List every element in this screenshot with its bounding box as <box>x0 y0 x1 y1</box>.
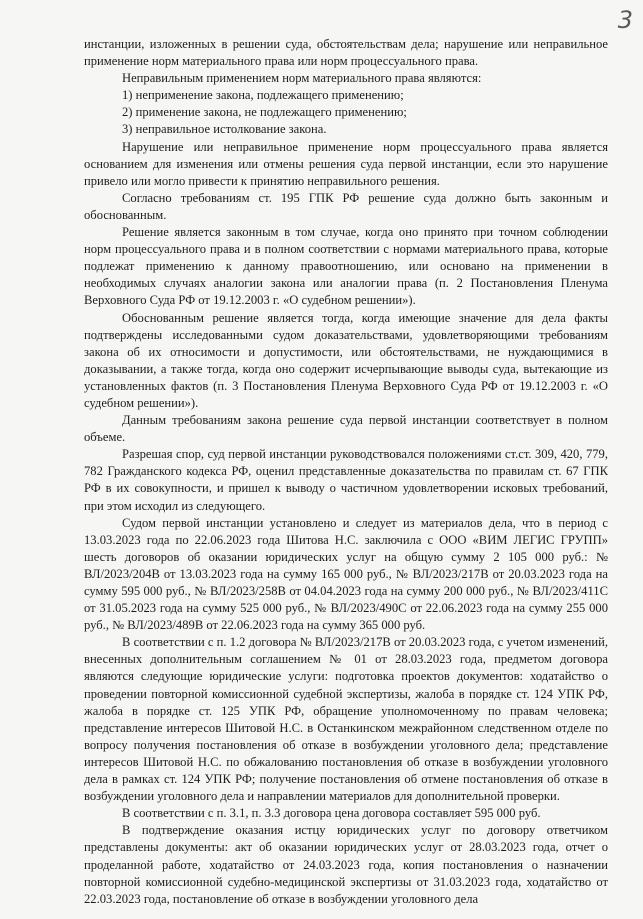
paragraph: Разрешая спор, суд первой инстанции руководствовался положениями ст.ст. 309, 420, 779, 782 Гражданского кодекса РФ, оценил представленные доказательства по правилам ст. 67 ГПК РФ в их совокупности, и пришел к выводу о частичном удовлетворении исковых требований, при этом исходил из следующего. <box>84 447 608 513</box>
list-item: 1) неприменение закона, подлежащего применению; <box>122 88 404 103</box>
paragraph: Неправильным применением норм материального права являются: <box>122 71 482 86</box>
paragraph: Нарушение или неправильное применение норм процессуального права является основанием для изменения или отмены решения суда первой инстанции, если это нарушение привело или могло привести к принятию неправильного решения. <box>84 139 608 188</box>
paragraph: В соответствии с п. 3.1, п. 3.3 договора цена договора составляет 595 000 руб. <box>122 806 541 821</box>
paragraph: Обоснованным решение является тогда, когда имеющие значение для дела факты подтверждены исследованными судом доказательствами, удовлетворяющими требованиям закона об их относимости и допустимости, или обстоятельствами, не нуждающимися в доказывании, а также тогда, когда оно содержит исчерпывающие выводы суда, вытекающие из установленных фактов (п. 3 Постановления Пленума Верховного Суда РФ от 19.12.2003 г. «О судебном решении»). <box>84 310 608 410</box>
paragraph: Судом первой инстанции установлено и следует из материалов дела, что в период с 13.03.2023 года по 22.06.2023 года Шитова Н.С. заключила с ООО «ВИМ ЛЕГИС ГРУПП» шесть договоров об оказании юридических услуг на общую сумму 2 105 000 руб.: № ВЛ/2023/204В от 13.03.2023 года на сумму 165 000 руб., № ВЛ/2023/217В от 20.03.2023 года на сумму 595 000 руб., № ВЛ/2023/258В от 04.04.2023 года на сумму 200 000 руб., № ВЛ/2023/411С от 31.05.2023 года на сумму 525 000 руб., № ВЛ/2023/490С от 22.06.2023 года на сумму 255 000 руб., № ВЛ/2023/489В от 22.06.2023 года на сумму 365 000 руб. <box>84 515 608 633</box>
paragraph: В подтверждение оказания истцу юридических услуг по договору ответчиком представлены документы: акт об оказании юридических услуг от 28.03.2023 года, отчет о проделанной работе, ходатайство от 24.03.2023 года, копия постановления о назначении повторной комиссионной судебно-медицинской экспертизы от 31.03.2023 года, ходатайство от 22.03.2023 года, постановление об отказе в возбуждении уголовного дела <box>84 823 608 906</box>
paragraph: инстанции, изложенных в решении суда, обстоятельствам дела; нарушение или неправильное применение норм материального права или норм процессуального права. <box>84 37 608 69</box>
paragraph: Решение является законным в том случае, когда оно принято при точном соблюдении норм процессуального права и в полном соответствии с нормами материального права, которые подлежат применению к данному правоотношению, или основано на применении в необходимых случаях аналогии закона или аналогии права (п. 2 Постановления Пленума Верховного Суда РФ от 19.12.2003 г. «О судебном решении»). <box>84 225 608 308</box>
list-item: 3) неправильное истолкование закона. <box>122 122 327 137</box>
document-body <box>84 36 608 908</box>
paragraph: Данным требованиям закона решение суда первой инстанции соответствует в полном объеме. <box>84 413 608 445</box>
paragraph: Согласно требованиям ст. 195 ГПК РФ решение суда должно быть законным и обоснованным. <box>84 190 608 222</box>
list-item: 2) применение закона, не подлежащего применению; <box>122 105 407 120</box>
paragraph: В соответствии с п. 1.2 договора № ВЛ/2023/217В от 20.03.2023 года, с учетом изменений, внесенных дополнительным соглашением № 01 от 28.03.2023 года, предметом договора являются следующие юридические услуги: подготовка проектов документов: ходатайство о проведении повторной комиссионной судебной экспертизы, жалоба в порядке ст. 124 УПК РФ, жалоба в порядке ст. 125 УПК РФ, обращение уполномоченному по правам человека; представление интересов Шитовой Н.С. в Останкинском межрайонном следственном отделе по вопросу получения постановления об отказе в возбуждении уголовного дела; представление интересов Шитовой Н.С. по обжалованию постановления об отказе в возбуждении уголовного дела в рамках ст. 124 УПК РФ; получение постановления об отмене постановления об отказе в возбуждении уголовного дела и направлении материалов для дополнительной проверки. <box>84 635 608 804</box>
page-number: 3 <box>617 6 633 34</box>
